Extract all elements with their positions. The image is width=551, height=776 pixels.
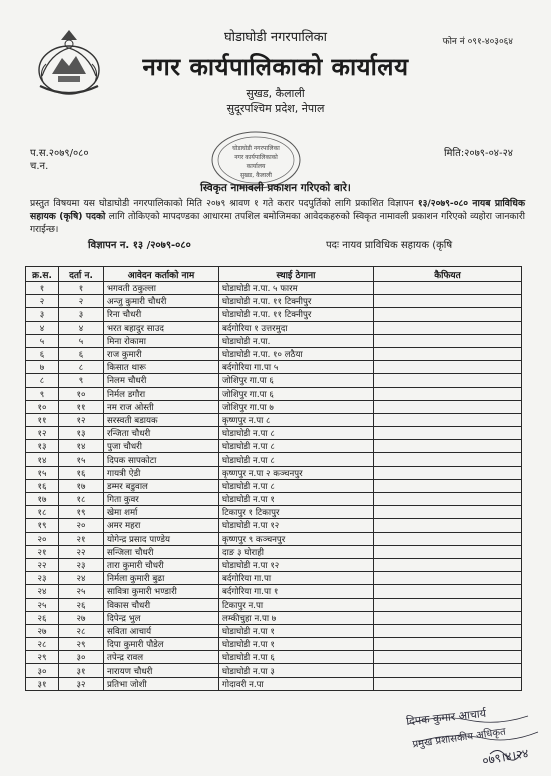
cell-serial: ४ xyxy=(26,321,59,334)
cell-applicant-name: तारा कुमारी चौधरी xyxy=(104,558,219,571)
table-header-row xyxy=(26,267,522,282)
cell-applicant-name: सावित्रा कुमारी भण्डारी xyxy=(104,585,219,598)
cell-serial: १४ xyxy=(26,453,59,466)
cell-address: घोडाघोडी न.पा ८ xyxy=(219,453,374,466)
stamp-line-4: सुखड, कैलाली xyxy=(240,172,272,179)
cell-serial: ७ xyxy=(26,361,59,374)
cell-applicant-name: भगवती ठकुल्ला xyxy=(104,282,219,295)
stamp-line-3: कार्यालय xyxy=(246,163,266,170)
table-row xyxy=(26,361,522,374)
table-row xyxy=(26,440,522,453)
cell-address: जोशिपुर गा.पा ६ xyxy=(219,387,374,400)
cell-address: घोडाघोडी न.पा ८ xyxy=(219,427,374,440)
post-name: पदः नायव प्राविधिक सहायक (कृषि xyxy=(326,240,453,251)
cell-applicant-name: रिना चौधरी xyxy=(104,308,219,321)
office-province: सुदूरपश्चिम प्रदेश, नेपाल xyxy=(226,102,325,115)
cell-address: कृष्णपुर न.पा २ कञ्चनपुर xyxy=(219,466,374,479)
cell-registration: २८ xyxy=(59,624,104,637)
cell-serial: ५ xyxy=(26,334,59,347)
cell-address: बर्दगोरिया १ उत्तरमुदा xyxy=(219,321,374,334)
cell-registration: २३ xyxy=(59,558,104,571)
cell-applicant-name: अन्जु कुमारी चौधरी xyxy=(104,295,219,308)
cell-serial: २० xyxy=(26,532,59,545)
cell-address: घोडाघोडी न.पा १ xyxy=(219,624,374,637)
header-remarks: कैफियत xyxy=(374,267,522,282)
office-location: सुखड, कैलाली xyxy=(246,87,305,100)
cell-registration: १८ xyxy=(59,493,104,506)
cell-registration: ९ xyxy=(59,374,104,387)
cell-applicant-name: राज कुमारी xyxy=(104,347,219,360)
table-row xyxy=(26,282,522,295)
body-bold-text: १३/२०७९-०८० नायब प्राविधिक सहायक (कृषि) पदको xyxy=(30,198,525,222)
cell-applicant-name: प्रतिभा जोशी xyxy=(104,677,219,690)
cell-address: टिकापुर न.पा xyxy=(219,598,374,611)
table-row xyxy=(26,572,522,585)
cell-remarks xyxy=(374,493,522,506)
cell-serial: १ xyxy=(26,282,59,295)
cell-serial: १२ xyxy=(26,427,59,440)
cell-address: जोशिपुर गा.पा ६ xyxy=(219,374,374,387)
cell-registration: ६ xyxy=(59,347,104,360)
cell-applicant-name: दिपा कुमारी पौडेल xyxy=(104,638,219,651)
table-row xyxy=(26,677,522,690)
cell-serial: २८ xyxy=(26,638,59,651)
cell-remarks xyxy=(374,585,522,598)
table-row xyxy=(26,334,522,347)
header-registration: दर्ता न. xyxy=(59,267,104,282)
cell-applicant-name: सरस्वती बडायक xyxy=(104,413,219,426)
cell-applicant-name: विकास चौधरी xyxy=(104,598,219,611)
cell-address: गोदावरी न.पा xyxy=(219,677,374,690)
table-row xyxy=(26,321,522,334)
cell-remarks xyxy=(374,308,522,321)
cell-remarks xyxy=(374,334,522,347)
cell-remarks xyxy=(374,387,522,400)
cell-address: घोडाघोडी न.पा. ११ टिक्नीपुर xyxy=(219,308,374,321)
cell-serial: २ xyxy=(26,295,59,308)
stamp-line-2: नगर कार्यपालिकाको xyxy=(234,154,278,161)
header-applicant-name: आवेदन कर्ताको नाम xyxy=(104,267,219,282)
table-row xyxy=(26,532,522,545)
cell-address: घोडाघोडी न.पा. ११ टिक्नीपुर xyxy=(219,295,374,308)
header-address: स्थाई ठेगाना xyxy=(219,267,374,282)
cell-serial: २४ xyxy=(26,585,59,598)
cell-address: घोडाघोडी न.पा १२ xyxy=(219,558,374,571)
cell-remarks xyxy=(374,651,522,664)
office-title: नगर कार्यपालिकाको कार्यालय xyxy=(142,53,409,81)
table-row xyxy=(26,519,522,532)
cell-applicant-name: निर्मला कुमारी बुढा xyxy=(104,572,219,585)
table-row xyxy=(26,295,522,308)
cell-applicant-name: निलम चौधरी xyxy=(104,374,219,387)
cell-applicant-name: सन्जिला चौधरी xyxy=(104,545,219,558)
cell-registration: ११ xyxy=(59,400,104,413)
body-text: प्रस्तुत विषयमा यस घोडाघोडी नगरपालिकाको मिति २०७९ श्रावण १ गते करार पदपुर्तिको लागि प्रकाशित विज्ञापन xyxy=(30,198,414,209)
dispatch-number: च.न. xyxy=(30,161,49,172)
cell-remarks xyxy=(374,572,522,585)
table-row xyxy=(26,453,522,466)
cell-remarks xyxy=(374,295,522,308)
cell-registration: १० xyxy=(59,387,104,400)
cell-registration: २४ xyxy=(59,572,104,585)
table-row xyxy=(26,598,522,611)
table-row xyxy=(26,479,522,492)
cell-remarks xyxy=(374,638,522,651)
cell-applicant-name: तपेन्द्र रावल xyxy=(104,651,219,664)
cell-serial: २३ xyxy=(26,572,59,585)
cell-address: घोडाघोडी न.पा ६ xyxy=(219,651,374,664)
cell-serial: ३० xyxy=(26,664,59,677)
cell-serial: २६ xyxy=(26,611,59,624)
table-row xyxy=(26,413,522,426)
cell-address: बर्दगोरिया गा.पा xyxy=(219,572,374,585)
cell-registration: २७ xyxy=(59,611,104,624)
table-row xyxy=(26,651,522,664)
notice-body xyxy=(30,197,525,236)
cell-address: घोडाघोडी न.पा ८ xyxy=(219,479,374,492)
cell-serial: २५ xyxy=(26,598,59,611)
cell-remarks xyxy=(374,361,522,374)
cell-serial: ८ xyxy=(26,374,59,387)
cell-registration: २५ xyxy=(59,585,104,598)
municipality-name: घोडाघोडी नगरपालिका xyxy=(223,30,327,45)
cell-applicant-name: खेमा शर्मा xyxy=(104,506,219,519)
cell-applicant-name: अमर महरा xyxy=(104,519,219,532)
cell-remarks xyxy=(374,558,522,571)
cell-registration: १६ xyxy=(59,466,104,479)
cell-registration: १२ xyxy=(59,413,104,426)
table-row xyxy=(26,664,522,677)
cell-serial: १७ xyxy=(26,493,59,506)
cell-registration: २१ xyxy=(59,532,104,545)
cell-registration: १५ xyxy=(59,453,104,466)
table-row xyxy=(26,466,522,479)
cell-applicant-name: किसात थारू xyxy=(104,361,219,374)
table-row xyxy=(26,545,522,558)
cell-serial: ११ xyxy=(26,413,59,426)
cell-remarks xyxy=(374,466,522,479)
cell-applicant-name: पुजा चौधरी xyxy=(104,440,219,453)
cell-address: घोडाघोडी न.पा १ xyxy=(219,493,374,506)
table-row xyxy=(26,624,522,637)
phone-number: फोन नं ०९१-४०३०६४ xyxy=(442,37,513,47)
cell-registration: २९ xyxy=(59,638,104,651)
cell-address: कृष्णपुर न.पा ८ xyxy=(219,413,374,426)
cell-remarks xyxy=(374,506,522,519)
cell-serial: २७ xyxy=(26,624,59,637)
table-row xyxy=(26,638,522,651)
cell-applicant-name: गायत्री ऐडी xyxy=(104,466,219,479)
cell-remarks xyxy=(374,598,522,611)
cell-registration: १७ xyxy=(59,479,104,492)
cell-registration: १ xyxy=(59,282,104,295)
cell-remarks xyxy=(374,611,522,624)
cell-remarks xyxy=(374,519,522,532)
cell-applicant-name: डम्मर बडुवाल xyxy=(104,479,219,492)
letter-date: मिति:२०७९-०४-२४ xyxy=(443,148,513,159)
cell-serial: ६ xyxy=(26,347,59,360)
signature-block xyxy=(398,702,548,774)
table-row xyxy=(26,558,522,571)
cell-remarks xyxy=(374,453,522,466)
stamp-line-1: घोडाघोडी नगरपालिका xyxy=(232,145,280,152)
applicant-table xyxy=(25,266,522,691)
cell-registration: ४ xyxy=(59,321,104,334)
cell-remarks xyxy=(374,624,522,637)
cell-registration: ३१ xyxy=(59,664,104,677)
cell-applicant-name: रन्जिता चौधरी xyxy=(104,427,219,440)
signature-title: प्रमुख प्रशासकीय अधिकृत xyxy=(411,726,507,751)
cell-applicant-name: भरत बहादुर साउद xyxy=(104,321,219,334)
cell-serial: ९ xyxy=(26,387,59,400)
cell-serial: २९ xyxy=(26,651,59,664)
cell-serial: ३१ xyxy=(26,677,59,690)
cell-remarks xyxy=(374,427,522,440)
signature-name: दिपक कुमार आचार्य xyxy=(405,706,487,729)
table-row xyxy=(26,611,522,624)
cell-remarks xyxy=(374,664,522,677)
cell-address: घोडाघोडी न.पा १२ xyxy=(219,519,374,532)
cell-applicant-name: नम राज ओस्ती xyxy=(104,400,219,413)
cell-registration: २६ xyxy=(59,598,104,611)
cell-registration: ३ xyxy=(59,308,104,321)
cell-remarks xyxy=(374,400,522,413)
cell-address: टिकापुर १ टिकापुर xyxy=(219,506,374,519)
cell-address: जोशिपुर गा.पा ७ xyxy=(219,400,374,413)
cell-remarks xyxy=(374,413,522,426)
cell-serial: ३ xyxy=(26,308,59,321)
cell-address: कृष्णपुर ९ कञ्चनपुर xyxy=(219,532,374,545)
advertisement-number: विज्ञापन न. १३ /२०७९-०८० xyxy=(88,240,191,251)
cell-address: बर्दगोरिया गा.पा ५ xyxy=(219,361,374,374)
cell-address: लम्कीचुहा न.पा ७ xyxy=(219,611,374,624)
cell-address: घोडाघोडी न.पा. १० लठैया xyxy=(219,347,374,360)
cell-remarks xyxy=(374,347,522,360)
cell-remarks xyxy=(374,532,522,545)
cell-applicant-name: गिता कुवर xyxy=(104,493,219,506)
cell-remarks xyxy=(374,374,522,387)
cell-serial: १५ xyxy=(26,466,59,479)
body-rest-text: लागि तोकिएको मापदण्डका आधारमा तपशिल बमोजिमका आवेदकहरुको स्विकृत नामावली प्रकाशन गरिएको व्यहोरा जानकारी गराईन्छ। xyxy=(30,211,525,235)
cell-serial: १० xyxy=(26,400,59,413)
cell-remarks xyxy=(374,321,522,334)
cell-serial: १८ xyxy=(26,506,59,519)
table-row xyxy=(26,374,522,387)
cell-address: घोडाघोडी न.पा १ xyxy=(219,638,374,651)
cell-applicant-name: निर्मल डगौरा xyxy=(104,387,219,400)
cell-registration: ३० xyxy=(59,651,104,664)
cell-registration: २ xyxy=(59,295,104,308)
cell-applicant-name: सविता आचार्य xyxy=(104,624,219,637)
cell-applicant-name: दिपेन्द्र भुल xyxy=(104,611,219,624)
table-row xyxy=(26,387,522,400)
cell-address: बर्दगोरिया गा.पा १ xyxy=(219,585,374,598)
signature-date: ०७९।४।२४ xyxy=(481,746,530,768)
table-row xyxy=(26,585,522,598)
cell-remarks xyxy=(374,479,522,492)
table-row xyxy=(26,493,522,506)
cell-remarks xyxy=(374,282,522,295)
cell-serial: १६ xyxy=(26,479,59,492)
cell-registration: ८ xyxy=(59,361,104,374)
cell-serial: २१ xyxy=(26,545,59,558)
cell-applicant-name: मिना रोकामा xyxy=(104,334,219,347)
cell-serial: १३ xyxy=(26,440,59,453)
letter-reference: प.स.२०७९/०८० xyxy=(30,148,89,159)
cell-registration: १३ xyxy=(59,427,104,440)
cell-address: दाङ ३ घोराही xyxy=(219,545,374,558)
cell-address: घोडाघोडी न.पा. ५ फारम xyxy=(219,282,374,295)
cell-serial: २२ xyxy=(26,558,59,571)
table-row xyxy=(26,308,522,321)
cell-registration: ३२ xyxy=(59,677,104,690)
cell-registration: २२ xyxy=(59,545,104,558)
cell-registration: ५ xyxy=(59,334,104,347)
cell-remarks xyxy=(374,440,522,453)
cell-applicant-name: दिपक सापकोटा xyxy=(104,453,219,466)
cell-remarks xyxy=(374,545,522,558)
cell-address: घोडाघोडी न.पा ८ xyxy=(219,440,374,453)
cell-applicant-name: नारायण चौधरी xyxy=(104,664,219,677)
cell-address: घोडाघोडी न.पा. xyxy=(219,334,374,347)
cell-address: घोडाघोडी न.पा ३ xyxy=(219,664,374,677)
table-row xyxy=(26,427,522,440)
cell-remarks xyxy=(374,677,522,690)
table-row xyxy=(26,400,522,413)
table-row xyxy=(26,506,522,519)
table-row xyxy=(26,347,522,360)
header-serial: क्र.स. xyxy=(26,267,59,282)
cell-serial: १९ xyxy=(26,519,59,532)
notice-subject: स्विकृत नामावली प्रकाशन गरिएको बारे। xyxy=(200,182,351,194)
cell-applicant-name: योगेन्द्र प्रसाद पाण्डेय xyxy=(104,532,219,545)
cell-registration: २० xyxy=(59,519,104,532)
cell-registration: १९ xyxy=(59,506,104,519)
cell-registration: १४ xyxy=(59,440,104,453)
